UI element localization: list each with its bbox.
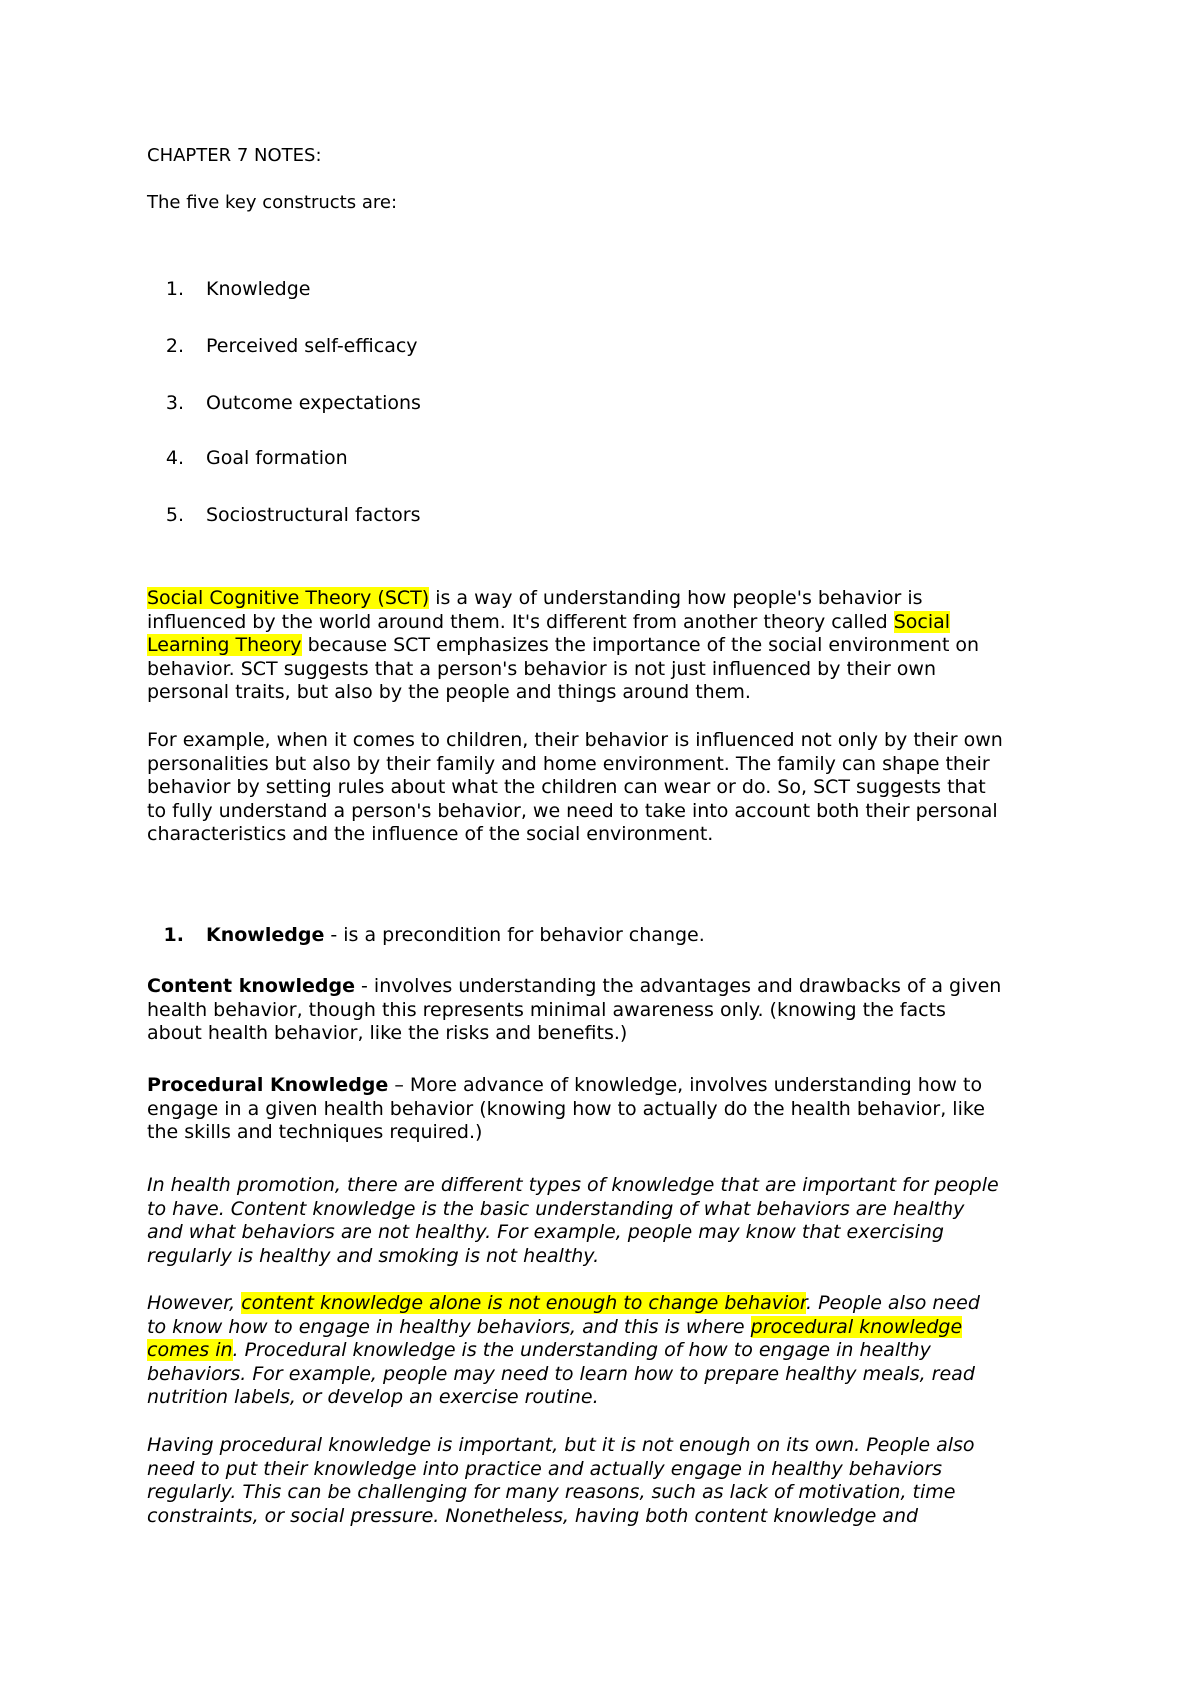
term: Content knowledge <box>147 975 355 997</box>
text-line: need to put their knowledge into practice and actually engage in healthy behaviors <box>147 1457 943 1480</box>
text-line: For example, when it comes to children, their behavior is influenced not only by their own <box>147 729 1003 751</box>
list-label: Knowledge <box>206 278 311 300</box>
text: – More advance of knowledge, involves understanding how to <box>388 1074 983 1096</box>
term: Procedural Knowledge <box>147 1074 389 1096</box>
text-line: nutrition labels, or develop an exercise routine. <box>147 1386 599 1408</box>
text-line: constraints, or social pressure. Nonetheless, having both content knowledge and <box>147 1504 919 1527</box>
text-line: to fully understand a person's behavior, we need to take into account both their personal <box>147 799 998 822</box>
text: . Procedural knowledge is the understanding of how to engage in healthy <box>232 1339 931 1361</box>
health-promotion-paragraph <box>147 1174 1077 1268</box>
sct-paragraph <box>147 587 1077 705</box>
highlight: comes in <box>147 1339 233 1361</box>
list-number: 5. <box>165 504 184 526</box>
text-line: behaviors. For example, people may need to learn how to prepare healthy meals, read <box>147 1362 975 1385</box>
however-paragraph <box>147 1292 1077 1410</box>
content-knowledge-paragraph <box>147 975 1077 1046</box>
highlight: Social <box>893 610 951 633</box>
highlight: Learning Theory <box>147 634 302 656</box>
list-item <box>147 446 348 470</box>
text: However, <box>147 1292 242 1314</box>
section-title: Knowledge <box>206 924 325 946</box>
procedural-knowledge-paragraph <box>147 1074 1077 1145</box>
text-line: the skills and techniques required.) <box>147 1121 483 1143</box>
text-line: personalities but also by their family and home environment. The family can shape their <box>147 752 990 775</box>
text-line: and what behaviors are not healthy. For example, people may know that exercising <box>147 1221 944 1243</box>
list-label: Perceived self-efficacy <box>206 335 418 357</box>
text-line: about health behavior, like the risks and benefits.) <box>147 1022 628 1044</box>
text-line: engage in a given health behavior (knowing how to actually do the health behavior, like <box>147 1097 985 1120</box>
page-title: CHAPTER 7 NOTES: <box>147 145 322 166</box>
highlight: content knowledge alone is not enough to change behavior <box>241 1292 807 1314</box>
text-line: regularly is healthy and smoking is not healthy. <box>147 1244 600 1267</box>
text-line: personal traits, but also by the people and things around them. <box>147 681 751 703</box>
text-line: characteristics and the influence of the social environment. <box>147 823 714 845</box>
highlight: Social Cognitive Theory (SCT) <box>147 587 430 609</box>
list-number: 1. <box>165 278 184 300</box>
text-line: Having procedural knowledge is important, but it is not enough on its own. People also <box>147 1434 975 1456</box>
section-subtitle: - is a precondition for behavior change. <box>324 924 705 946</box>
list-item <box>147 391 421 415</box>
list-number: 2. <box>165 335 184 357</box>
text-line: behavior by setting rules about what the children can wear or do. So, SCT suggests that <box>147 776 986 798</box>
list-label: Sociostructural factors <box>206 504 421 526</box>
text: . People also need <box>806 1292 980 1314</box>
text: - involves understanding the advantages and drawbacks of a given <box>354 975 1002 997</box>
list-label: Goal formation <box>206 447 348 469</box>
example-paragraph <box>147 729 1077 847</box>
list-number: 3. <box>165 392 184 414</box>
text: is a way of understanding how people's behavior is <box>429 587 923 609</box>
intro-text: The five key constructs are: <box>147 192 398 213</box>
list-item <box>147 334 418 358</box>
text-line: In health promotion, there are different types of knowledge that are important for people <box>147 1174 999 1196</box>
text-line: health behavior, though this represents minimal awareness only. (knowing the facts <box>147 998 946 1021</box>
highlight: procedural knowledge <box>750 1315 963 1338</box>
text-line: to have. Content knowledge is the basic understanding of what behaviors are healthy <box>147 1197 965 1220</box>
list-item <box>147 277 310 301</box>
text-line: behavior. SCT suggests that a person's behavior is not just influenced by their own <box>147 657 937 680</box>
text-line: regularly. This can be challenging for many reasons, such as lack of motivation, time <box>147 1481 956 1503</box>
text: because SCT emphasizes the importance of the social environment on <box>301 634 980 656</box>
list-number: 4. <box>165 447 184 469</box>
having-paragraph <box>147 1434 1077 1528</box>
section-number: 1. <box>163 924 184 946</box>
text: influenced by the world around them. It's different from another theory called <box>147 610 894 633</box>
text: to know how to engage in healthy behaviors, and this is where <box>147 1315 751 1338</box>
list-item <box>147 503 421 527</box>
list-label: Outcome expectations <box>206 392 421 414</box>
section-heading <box>147 923 705 947</box>
